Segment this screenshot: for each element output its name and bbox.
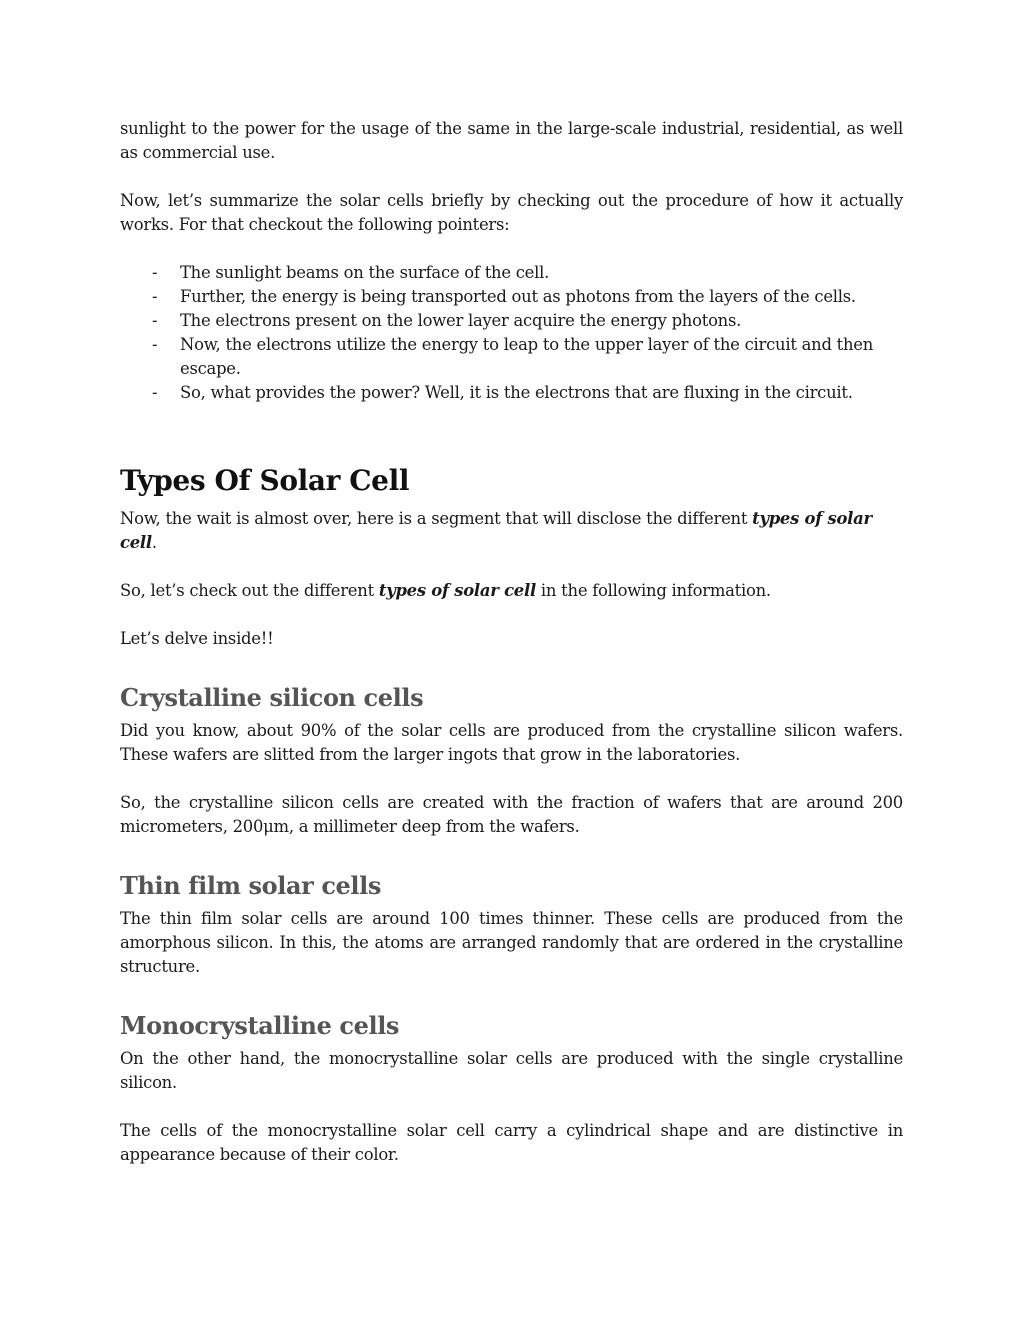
thin-film-paragraph-1: The thin film solar cells are around 100 times thinner. These cells are produced from the amorphous silicon. In this, the atoms are arranged randomly that are ordered in the crystalline structure. bbox=[120, 909, 903, 976]
page-content bbox=[120, 117, 903, 1167]
list-item-text: Further, the energy is being transported out as photons from the layers of the cells. bbox=[180, 287, 856, 306]
list-item bbox=[120, 381, 903, 405]
list-item bbox=[120, 261, 903, 285]
emphasis-types-of-solar-cell: types of solar cell bbox=[378, 581, 536, 600]
bullet-dash: - bbox=[152, 287, 158, 306]
bullet-dash: - bbox=[152, 383, 158, 402]
types-heading: Types Of Solar Cell bbox=[120, 464, 410, 497]
intro-paragraph-2: Now, let’s summarize the solar cells briefly by checking out the procedure of how it actually works. For that checkout the following pointers: bbox=[120, 191, 903, 234]
types-paragraph-3: Let’s delve inside!! bbox=[120, 629, 274, 648]
process-bullet-list bbox=[120, 261, 903, 405]
bullet-dash: - bbox=[152, 263, 158, 282]
monocrystalline-heading: Monocrystalline cells bbox=[120, 1011, 400, 1040]
list-item-text: The sunlight beams on the surface of the cell. bbox=[180, 263, 550, 282]
types-paragraph-1: Now, the wait is almost over, here is a segment that will disclose the different types of solar cell. bbox=[120, 509, 872, 552]
intro-paragraph-1: sunlight to the power for the usage of the same in the large-scale industrial, residential, as well as commercial use. bbox=[120, 119, 903, 162]
bullet-dash: - bbox=[152, 311, 158, 330]
bullet-dash: - bbox=[152, 335, 158, 354]
crystalline-paragraph-2: So, the crystalline silicon cells are created with the fraction of wafers that are around 200 micrometers, 200μm, a millimeter deep from the wafers. bbox=[120, 793, 903, 836]
crystalline-heading: Crystalline silicon cells bbox=[120, 683, 424, 712]
monocrystalline-paragraph-1: On the other hand, the monocrystalline solar cells are produced with the single crystalline silicon. bbox=[120, 1049, 903, 1092]
list-item-text: The electrons present on the lower layer acquire the energy photons. bbox=[180, 311, 742, 330]
list-item bbox=[120, 333, 903, 381]
types-paragraph-2: So, let’s check out the different types of solar cell in the following information. bbox=[120, 581, 771, 600]
thin-film-heading: Thin film solar cells bbox=[120, 871, 381, 900]
list-item-text: Now, the electrons utilize the energy to leap to the upper layer of the circuit and then escape. bbox=[180, 335, 874, 378]
crystalline-paragraph-1: Did you know, about 90% of the solar cells are produced from the crystalline silicon wafers. These wafers are slitted from the larger ingots that grow in the laboratories. bbox=[120, 721, 903, 764]
list-item-text: So, what provides the power? Well, it is the electrons that are fluxing in the circuit. bbox=[180, 383, 853, 402]
list-item bbox=[120, 285, 903, 309]
list-item bbox=[120, 309, 903, 333]
monocrystalline-paragraph-2: The cells of the monocrystalline solar cell carry a cylindrical shape and are distinctive in appearance because of their color. bbox=[120, 1121, 903, 1164]
emphasis-types-of-solar-cell: types of solar cell bbox=[120, 509, 872, 552]
